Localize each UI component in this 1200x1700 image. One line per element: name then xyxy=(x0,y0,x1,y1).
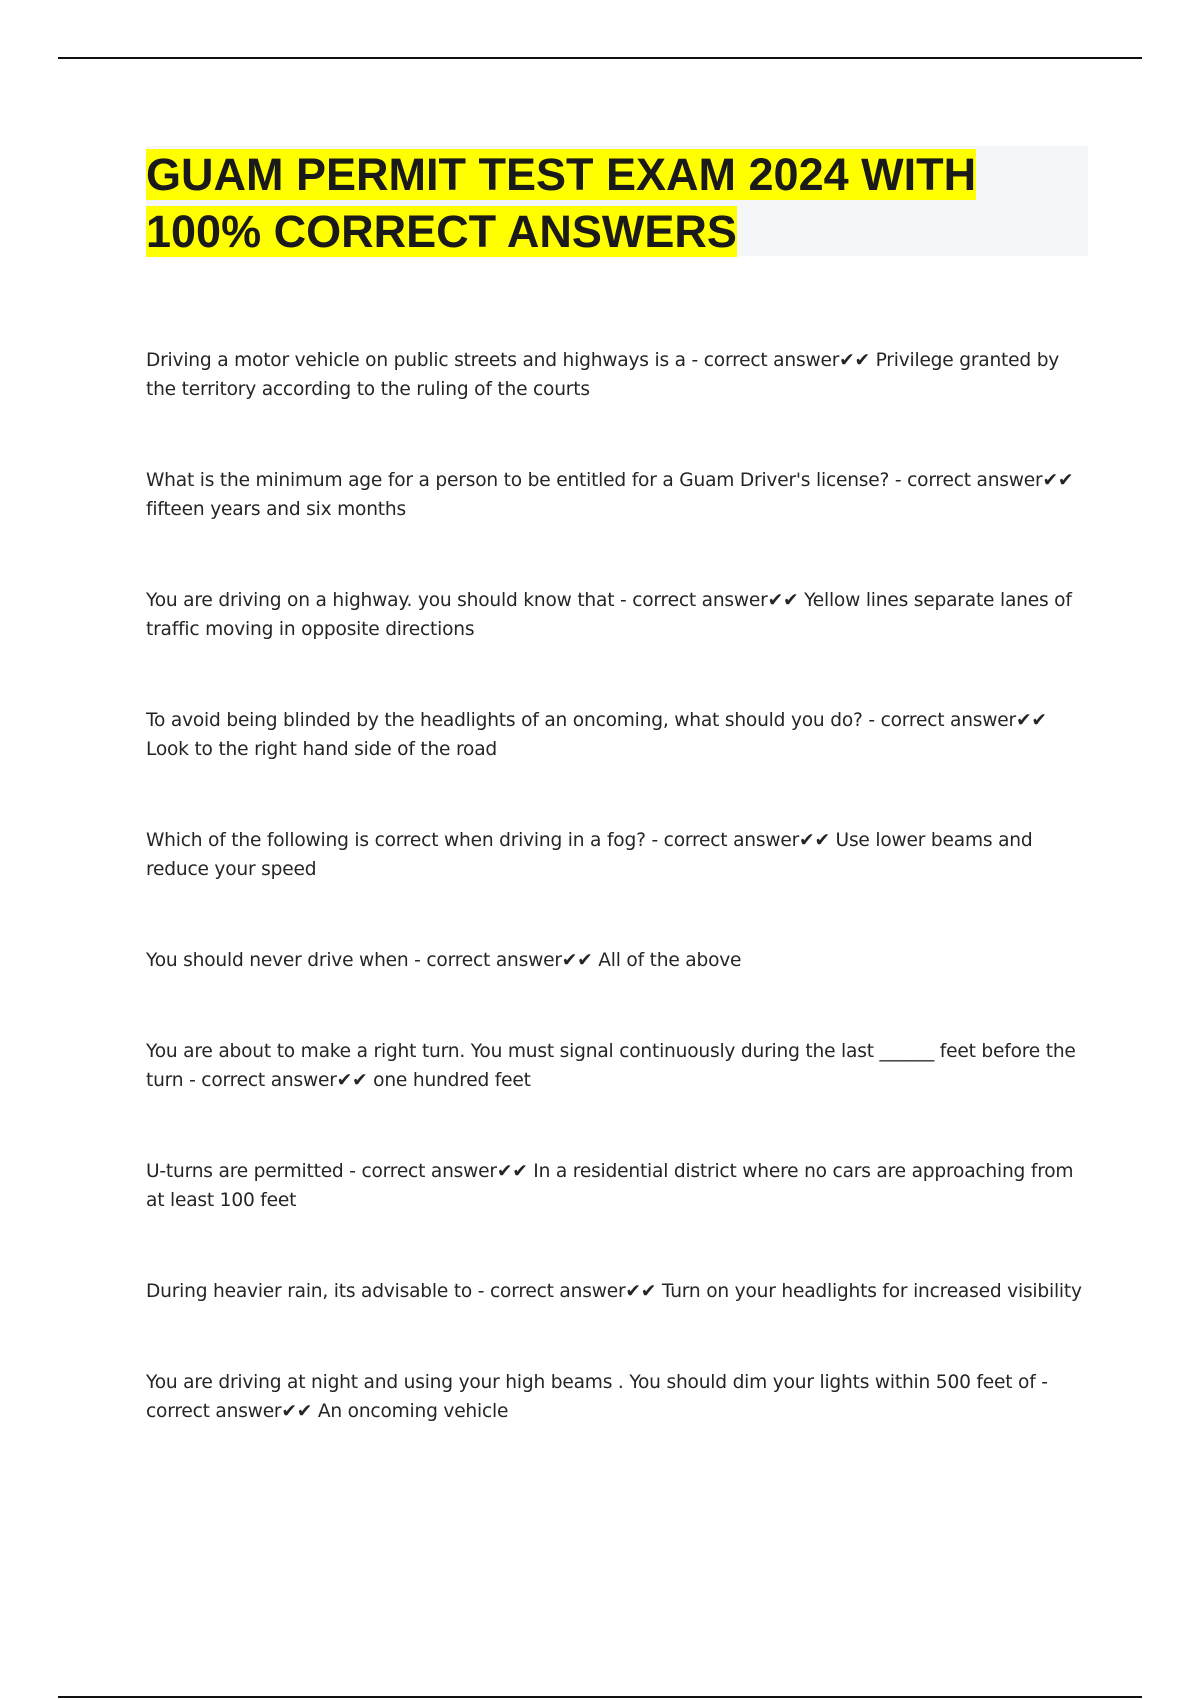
qa-item: You are about to make a right turn. You must signal continuously during the last ______ feet before the turn - correct answer✔✔ one hundred feet xyxy=(146,1041,1076,1091)
qa-item: You are driving at night and using your high beams . You should dim your lights within 500 feet of - correct answer✔✔ An oncoming vehicle xyxy=(146,1372,1048,1422)
qa-item: You are driving on a highway. you should know that - correct answer✔✔ Yellow lines separate lanes of traffic moving in opposite directions xyxy=(146,590,1072,640)
qa-item: Driving a motor vehicle on public streets and highways is a - correct answer✔✔ Privilege granted by the territory according to the ruling of the courts xyxy=(146,350,1060,400)
question-answer-list xyxy=(146,346,1088,1488)
header-rule xyxy=(58,57,1142,59)
footer-rule xyxy=(58,1696,1142,1698)
document-title: GUAM PERMIT TEST EXAM 2024 WITH 100% CORRECT ANSWERS xyxy=(146,149,977,257)
qa-item: You should never drive when - correct answer✔✔ All of the above xyxy=(146,950,742,971)
qa-item: Which of the following is correct when driving in a fog? - correct answer✔✔ Use lower beams and reduce your speed xyxy=(146,830,1033,880)
qa-item: During heavier rain, its advisable to - correct answer✔✔ Turn on your headlights for increased visibility xyxy=(146,1281,1082,1302)
title-block xyxy=(146,146,1088,256)
qa-item: What is the minimum age for a person to be entitled for a Guam Driver's license? - correct answer✔✔ fifteen years and six months xyxy=(146,470,1074,520)
qa-item: U-turns are permitted - correct answer✔✔ In a residential district where no cars are approaching from at least 100 feet xyxy=(146,1161,1074,1211)
qa-item: To avoid being blinded by the headlights of an oncoming, what should you do? - correct answer✔✔ Look to the right hand side of the road xyxy=(146,710,1047,760)
